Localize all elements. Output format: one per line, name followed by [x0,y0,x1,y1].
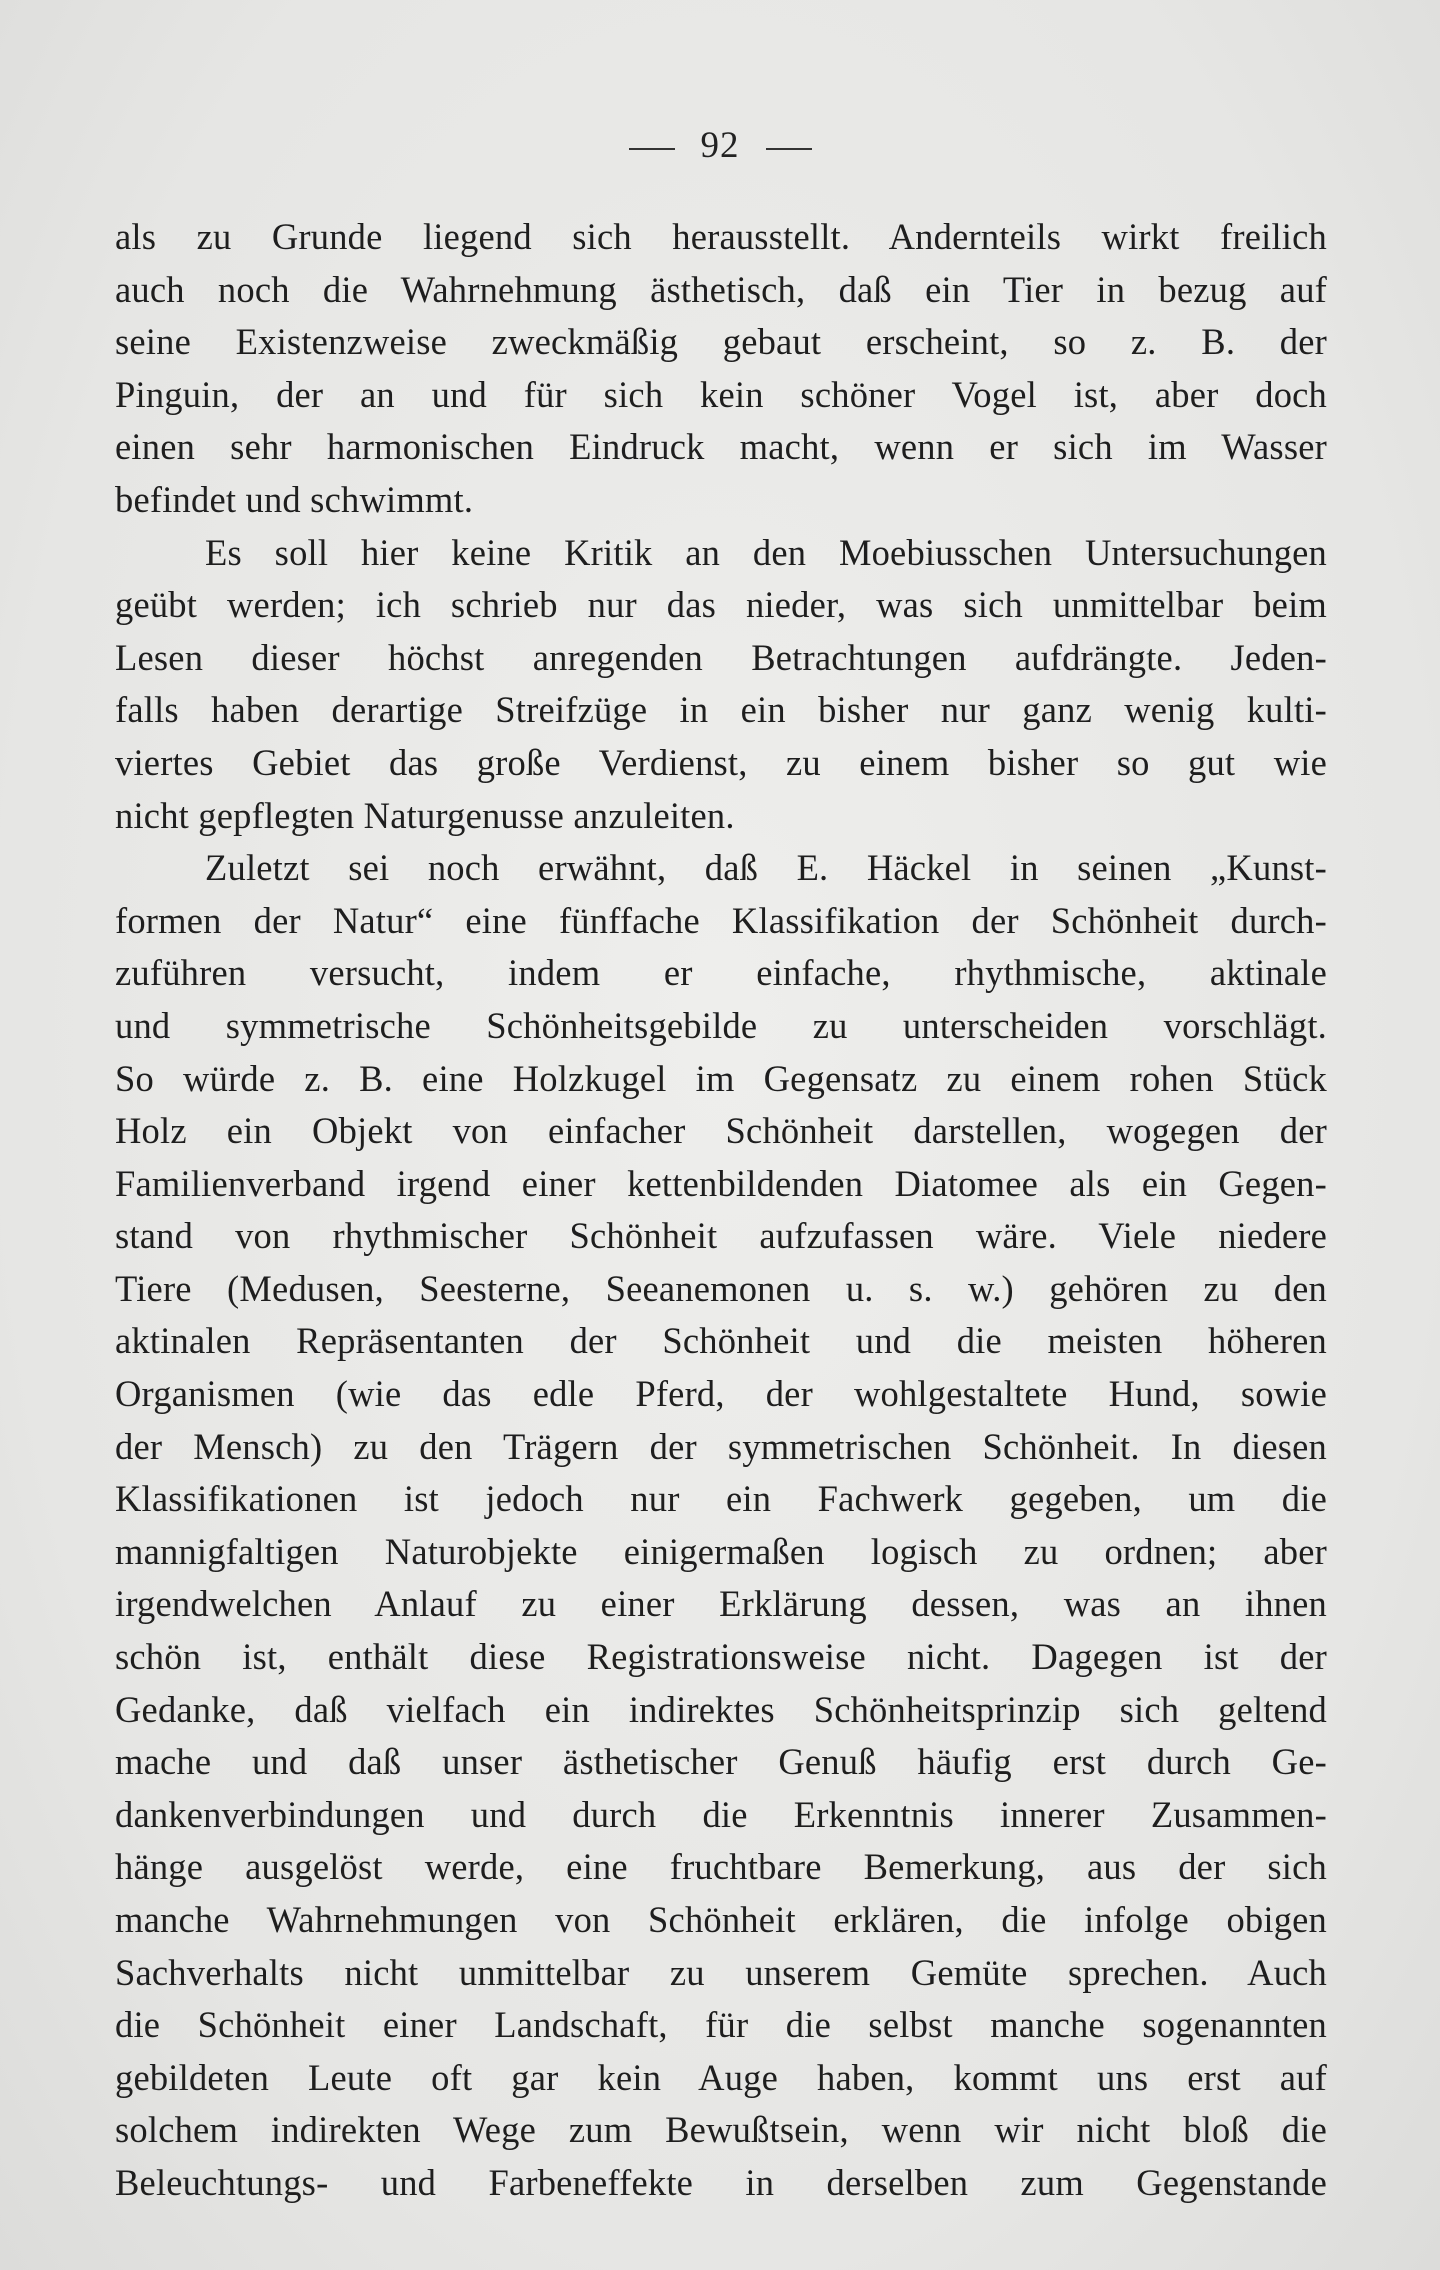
text-line: solchem indirekten Wege zum Bewußtsein, wenn wir nicht bloß die [115,2109,1327,2151]
text-line: Gedanke, daß vielfach ein indirektes Schönheitsprinzip sich geltend [115,1688,1327,1730]
page-number-header [0,124,1440,167]
text-line: auch noch die Wahrnehmung ästhetisch, daß ein Tier in bezug auf [115,268,1327,310]
text-line: einen sehr harmonischen Eindruck macht, wenn er sich im Wasser [115,426,1327,468]
text-line: seine Existenzweise zweckmäßig gebaut erscheint, so z. B. der [115,321,1327,363]
text-line: falls haben derartige Streifzüge in ein bisher nur ganz wenig kulti- [115,689,1327,731]
text-line: Tiere (Medusen, Seesterne, Seeanemonen u. s. w.) gehören zu den [115,1267,1327,1309]
text-line: Sachverhalts nicht unmittelbar zu unserem Gemüte sprechen. Auch [115,1951,1327,1993]
text-line: stand von rhythmischer Schönheit aufzufassen wäre. Viele niedere [115,1215,1327,1257]
text-line: Lesen dieser höchst anregenden Betrachtungen aufdrängte. Jeden- [115,636,1327,678]
text-line: Organismen (wie das edle Pferd, der wohlgestaltete Hund, sowie [115,1373,1327,1415]
text-line: gebildeten Leute oft gar kein Auge haben, kommt uns erst auf [115,2056,1327,2098]
text-line: formen der Natur“ eine fünffache Klassifikation der Schönheit durch- [115,899,1327,941]
text-line: manche Wahrnehmungen von Schönheit erklären, die infolge obigen [115,1899,1327,1940]
text-line: Es soll hier keine Kritik an den Moebiusschen Untersuchungen [205,531,1327,573]
page-number: 92 [700,125,740,166]
text-line: Klassifikationen ist jedoch nur ein Fachwerk gegeben, um die [115,1478,1327,1520]
body-text [115,211,1327,2210]
text-line: nicht gepflegten Naturgenusse anzuleiten. [115,794,735,836]
text-line: So würde z. B. eine Holzkugel im Gegensatz zu einem rohen Stück [115,1057,1327,1099]
text-line: der Mensch) zu den Trägern der symmetrischen Schönheit. In diesen [115,1425,1327,1467]
text-line: dankenverbindungen und durch die Erkenntnis innerer Zusammen- [115,1793,1327,1835]
text-line: mache und daß unser ästhetischer Genuß häufig erst durch Ge- [115,1741,1327,1783]
text-line: Holz ein Objekt von einfacher Schönheit darstellen, wogegen der [115,1110,1327,1152]
text-line: mannigfaltigen Naturobjekte einigermaßen logisch zu ordnen; aber [115,1530,1327,1572]
text-line: die Schönheit einer Landschaft, für die selbst manche sogenannten [115,2004,1327,2046]
text-line: als zu Grunde liegend sich herausstellt. Andernteils wirkt freilich [115,216,1327,257]
text-line: befindet und schwimmt. [115,478,474,520]
text-line: viertes Gebiet das große Verdienst, zu einem bisher so gut wie [115,741,1327,783]
left-dash [629,148,675,150]
text-line: zuführen versucht, indem er einfache, rhythmische, aktinale [115,952,1327,994]
text-line: aktinalen Repräsentanten der Schönheit und die meisten höheren [115,1320,1327,1362]
text-line: irgendwelchen Anlauf zu einer Erklärung dessen, was an ihnen [115,1583,1327,1625]
text-line: und symmetrische Schönheitsgebilde zu unterscheiden vorschlägt. [115,1004,1327,1046]
text-line: Zuletzt sei noch erwähnt, daß E. Häckel in seinen „Kunst- [205,847,1327,889]
text-line: Beleuchtungs- und Farbeneffekte in derselben zum Gegenstande [115,2161,1327,2203]
right-dash [766,148,812,150]
text-line: geübt werden; ich schrieb nur das nieder, was sich unmittelbar beim [115,584,1327,626]
text-line: schön ist, enthält diese Registrationsweise nicht. Dagegen ist der [115,1636,1327,1678]
text-line: hänge ausgelöst werde, eine fruchtbare Bemerkung, aus der sich [115,1846,1327,1888]
text-line: Pinguin, der an und für sich kein schöner Vogel ist, aber doch [115,373,1327,415]
text-line: Familienverband irgend einer kettenbildenden Diatomee als ein Gegen- [115,1162,1327,1204]
